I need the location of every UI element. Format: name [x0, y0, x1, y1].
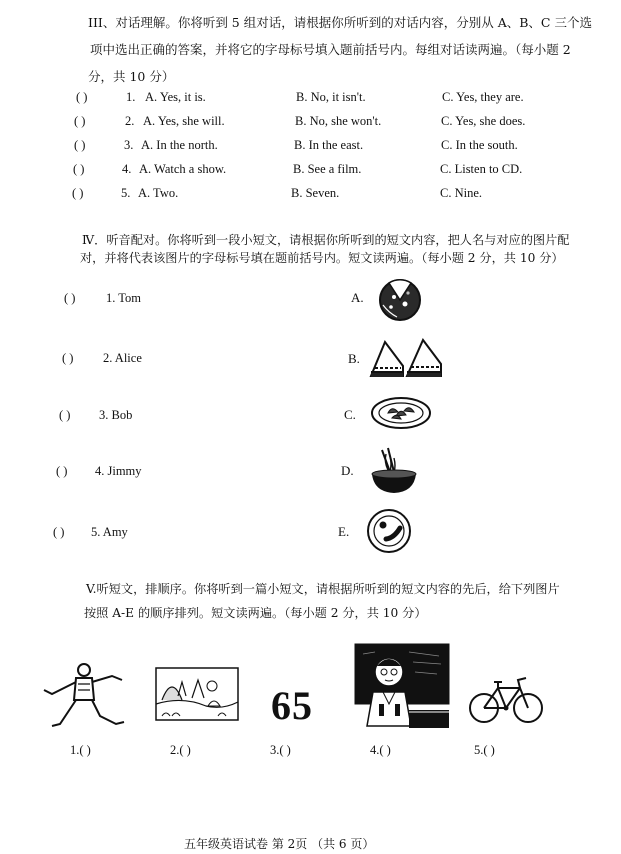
order-bracket[interactable]: 5.( ): [474, 743, 495, 757]
option-c: C. Nine.: [440, 186, 483, 200]
answer-bracket[interactable]: ( ): [76, 90, 88, 104]
countryside-scene-icon: [152, 660, 242, 726]
option-c: C. Yes, they are.: [442, 90, 524, 104]
option-c: C. Listen to CD.: [440, 162, 523, 176]
order-bracket[interactable]: 1.( ): [70, 743, 91, 757]
picture-letter: A.: [351, 290, 364, 305]
pizza-icon: [377, 277, 423, 323]
big-number-65: 65: [271, 683, 313, 728]
answer-bracket[interactable]: ( ): [74, 114, 86, 128]
answer-bracket[interactable]: ( ): [56, 464, 68, 478]
option-c: C. In the south.: [441, 138, 518, 152]
section4-title-line1: Ⅳ．听音配对。你将听到一段小短文，请根据你所听到的短文内容，把人名与对应的图片配: [82, 233, 570, 247]
picture-letter: E.: [338, 524, 350, 539]
dumplings-plate-icon: [370, 395, 432, 431]
name-label: 2. Alice: [103, 351, 142, 365]
option-a: A. Yes, she will.: [143, 114, 225, 128]
section3-title-line1: III、对话理解。你将听到 5 组对话，请根据你所听到的对话内容，分别从 A、B、C 三个选: [88, 15, 592, 30]
option-b: B. See a film.: [293, 162, 362, 176]
name-label: 1. Tom: [106, 291, 142, 305]
noodles-bowl-icon: [368, 446, 420, 496]
option-a: A. Two.: [138, 186, 179, 200]
section4-title-line2: 对，并将代表该图片的字母标号填在题前括号内。短文读两遍。（每小题 2 分，共 10 分）: [80, 251, 564, 265]
section5-title-line1: V.听短文，排顺序。你将听到一篇小短文，请根据所听到的短文内容的先后，给下列图片: [86, 582, 560, 596]
sandwich-icon: [367, 336, 445, 382]
name-label: 3. Bob: [99, 408, 133, 422]
order-bracket[interactable]: 3.( ): [270, 743, 291, 757]
answer-bracket[interactable]: ( ): [64, 291, 76, 305]
name-label: 5. Amy: [91, 525, 128, 539]
option-a: A. Watch a show.: [139, 162, 227, 176]
answer-bracket[interactable]: ( ): [53, 525, 65, 539]
answer-bracket[interactable]: ( ): [73, 162, 85, 176]
option-c: C. Yes, she does.: [441, 114, 526, 128]
question-number: 3.: [124, 138, 134, 152]
order-bracket[interactable]: 2.( ): [170, 743, 191, 757]
section3-title-line2: 项中选出正确的答案，并将它的字母标号填入题前括号内。每组对话读两遍。（每小题 2: [90, 42, 571, 57]
picture-letter: B.: [348, 351, 360, 366]
answer-bracket[interactable]: ( ): [62, 351, 74, 365]
answer-bracket[interactable]: ( ): [72, 186, 84, 200]
taichi-person-icon: [38, 660, 130, 732]
question-number: 1.: [126, 90, 136, 104]
option-a: A. Yes, it is.: [145, 90, 206, 104]
question-number: 5.: [121, 186, 131, 200]
section5-title-line2: 按照 A-E 的顺序排列。短文读两遍。（每小题 2 分，共 10 分）: [84, 606, 427, 620]
option-b: B. No, she won't.: [295, 114, 382, 128]
option-b: B. In the east.: [294, 138, 364, 152]
option-b: B. Seven.: [291, 186, 340, 200]
teacher-blackboard-icon: [353, 642, 453, 734]
question-number: 2.: [125, 114, 135, 128]
section3-title-line3: 分，共 10 分）: [88, 69, 175, 84]
sausage-egg-plate-icon: [366, 508, 412, 554]
picture-letter: D.: [341, 463, 354, 478]
bicycle-icon: [468, 674, 544, 726]
option-b: B. No, it isn't.: [296, 90, 366, 104]
answer-bracket[interactable]: ( ): [74, 138, 86, 152]
question-number: 4.: [122, 162, 132, 176]
answer-bracket[interactable]: ( ): [59, 408, 71, 422]
option-a: A. In the north.: [141, 138, 218, 152]
name-label: 4. Jimmy: [95, 464, 142, 478]
page-footer: 五年级英语试卷 第 2页 （共 6 页）: [184, 837, 375, 851]
picture-letter: C.: [344, 407, 356, 422]
order-bracket[interactable]: 4.( ): [370, 743, 391, 757]
